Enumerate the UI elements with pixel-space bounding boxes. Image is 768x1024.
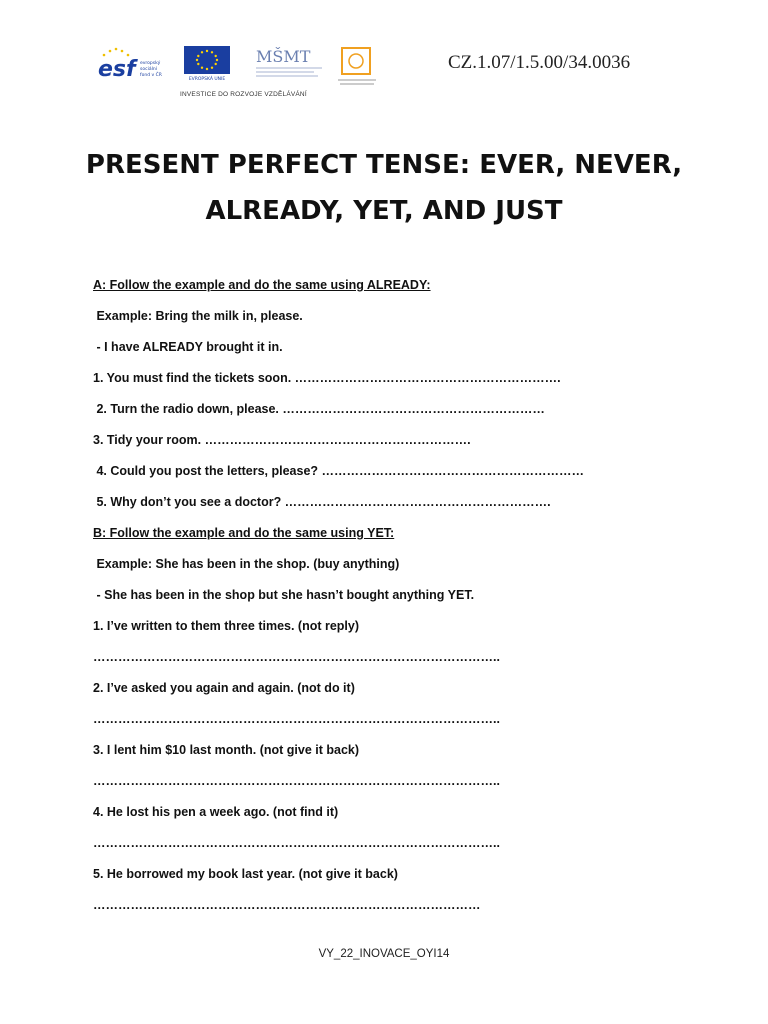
esf-logo — [96, 46, 176, 82]
title-line-1: PRESENT PERFECT TENSE: EVER, NEVER, — [85, 150, 683, 180]
op-vk-logo — [334, 42, 380, 88]
title-line-2: ALREADY, YET, AND JUST — [205, 196, 563, 226]
section-a-item-5: 5. Why don’t you see a doctor? ………………………………………………………. — [93, 495, 551, 509]
svg-text:sociální: sociální — [140, 67, 157, 72]
page-title — [60, 142, 708, 234]
project-code: CZ.1.07/1.5.00/34.0036 — [448, 52, 631, 73]
svg-text:evropský: evropský — [140, 61, 161, 66]
section-b-item-3-answer-line: …………………………………………………………………………………….. — [93, 774, 500, 788]
section-b-item-2-answer-line: …………………………………………………………………………………….. — [93, 712, 500, 726]
section-a-example: Example: Bring the milk in, please. — [93, 309, 303, 323]
section-a-heading: A: Follow the example and do the same using ALREADY: — [93, 278, 431, 292]
msmt-logo — [254, 44, 324, 84]
section-b-item-3-prompt: 3. I lent him $10 last month. (not give it back) — [93, 743, 360, 757]
section-a-item-1: 1. You must find the tickets soon. ………………………………………………………. — [93, 371, 561, 385]
section-b-item-2-prompt: 2. I’ve asked you again and again. (not do it) — [93, 681, 355, 695]
eu-logo-label: EVROPSKÁ UNIE — [188, 77, 226, 82]
investice-caption: INVESTICE DO ROZVOJE VZDĚLÁVÁNÍ — [180, 91, 307, 98]
header-logos — [96, 40, 656, 104]
msmt-logo-text: MŠMT — [256, 47, 311, 66]
eu-flag-logo — [182, 46, 232, 82]
section-a-example-answer: - I have ALREADY brought it in. — [93, 340, 283, 354]
section-b-example: Example: She has been in the shop. (buy anything) — [93, 557, 400, 571]
svg-text:fond v ČR: fond v ČR — [140, 73, 162, 78]
section-b-item-1-prompt: 1. I’ve written to them three times. (not reply) — [93, 619, 360, 633]
section-b-item-5-prompt: 5. He borrowed my book last year. (not give it back) — [93, 867, 398, 881]
section-b-item-5-answer-line: ………………………………………………………………………………… — [93, 898, 481, 912]
section-b-item-4-prompt: 4. He lost his pen a week ago. (not find it) — [93, 805, 339, 819]
section-b-item-4-answer-line: …………………………………………………………………………………….. — [93, 836, 500, 850]
section-b-heading: B: Follow the example and do the same using YET: — [93, 526, 395, 540]
esf-logo-text: esf — [98, 57, 136, 82]
section-a-item-3: 3. Tidy your room. ………………………………………………………. — [93, 433, 471, 447]
section-b-example-answer: - She has been in the shop but she hasn’t bought anything YET. — [93, 588, 475, 602]
section-a-item-4: 4. Could you post the letters, please? ……………………………………………………… — [93, 464, 585, 478]
section-a-item-2: 2. Turn the radio down, please. ……………………………………………………… — [93, 402, 545, 416]
footer-code: VY_22_INOVACE_OYI14 — [318, 948, 450, 960]
section-b-item-1-answer-line: …………………………………………………………………………………….. — [93, 650, 500, 664]
